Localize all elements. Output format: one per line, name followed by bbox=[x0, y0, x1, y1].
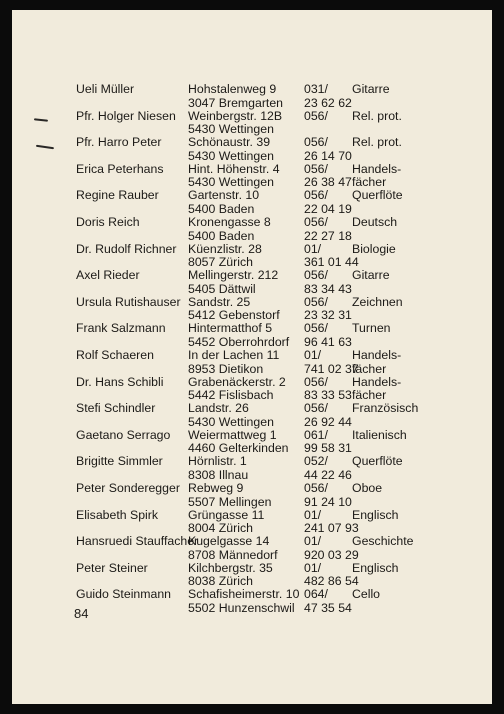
entry-phone-area: 031/ bbox=[304, 82, 328, 96]
entry-street: Hint. Höhenstr. 4 bbox=[188, 161, 280, 176]
entry-name: Frank Salzmann bbox=[76, 321, 166, 336]
entry-city: 5400 Baden bbox=[188, 201, 255, 216]
entry-name: Guido Steinmann bbox=[76, 587, 172, 602]
entry-phone-number: 741 02 37 bbox=[304, 361, 359, 376]
entry-phone-number: 99 58 31 bbox=[304, 441, 352, 456]
entry-phone-number: 26 14 70 bbox=[304, 148, 352, 163]
entry-city: 3047 Bremgarten bbox=[188, 95, 284, 110]
entry-subject: Gitarre bbox=[352, 268, 390, 283]
entry-phone-area: 061/ bbox=[304, 427, 328, 442]
entry-phone-number: 26 92 44 bbox=[304, 414, 352, 429]
entry-city: 5430 Wettingen bbox=[188, 414, 274, 429]
entry-street: Sandstr. 25 bbox=[188, 294, 251, 309]
page-number: 84 bbox=[74, 606, 89, 621]
entry-phone-area: 01/ bbox=[304, 534, 322, 549]
entry-phone-area: 01/ bbox=[304, 348, 322, 362]
entry-street: Landstr. 26 bbox=[188, 401, 249, 416]
entry-phone-area: 01/ bbox=[304, 241, 322, 256]
entry-phone-area: 056/ bbox=[304, 481, 328, 495]
entry-phone-area: 056/ bbox=[304, 294, 328, 309]
entry-phone-number: 920 03 29 bbox=[304, 547, 359, 562]
entry-city: 8953 Dietikon bbox=[188, 361, 264, 376]
entry-street: Kronengasse 8 bbox=[188, 215, 271, 229]
entry-city: 5507 Mellingen bbox=[188, 494, 272, 509]
entry-phone-number: 47 35 54 bbox=[304, 600, 352, 615]
entry-name: Ursula Rutishauser bbox=[76, 294, 181, 309]
entry-subject: Biologie bbox=[352, 241, 396, 256]
entry-city: 8708 Männedorf bbox=[188, 547, 278, 562]
entry-phone-area: 052/ bbox=[304, 454, 328, 469]
entry-phone-number: 482 86 54 bbox=[304, 574, 359, 589]
entry-city: 5442 Fislisbach bbox=[188, 388, 274, 403]
entry-street: Rebweg 9 bbox=[188, 481, 244, 495]
entry-city: 4460 Gelterkinden bbox=[188, 441, 289, 456]
entry-phone-area: 056/ bbox=[304, 321, 328, 336]
entry-street: Grabenäckerstr. 2 bbox=[188, 374, 286, 389]
entry-phone-area: 056/ bbox=[304, 135, 328, 150]
entry-city: 8004 Zürich bbox=[188, 521, 253, 536]
entry-street: Grüngasse 11 bbox=[188, 507, 265, 522]
entry-city: 8057 Zürich bbox=[188, 255, 253, 270]
entry-street: Schönaustr. 39 bbox=[188, 135, 271, 150]
entry-phone-number: 26 38 47 bbox=[304, 175, 352, 190]
entry-name: Dr. Rudolf Richner bbox=[76, 241, 177, 256]
entry-name: Pfr. Harro Peter bbox=[76, 135, 162, 150]
entry-name: Regine Rauber bbox=[76, 188, 159, 203]
entry-subject: Deutsch bbox=[352, 215, 398, 229]
entry-phone-area: 056/ bbox=[304, 374, 328, 389]
entry-subject: Geschichte bbox=[352, 534, 414, 549]
entry-phone-number: 22 27 18 bbox=[304, 228, 352, 243]
entry-subject: Handels- bbox=[352, 348, 402, 362]
entry-city: 5430 Wettingen bbox=[188, 175, 274, 190]
entry-phone-number: 361 01 44 bbox=[304, 255, 359, 270]
entry-phone-area: 064/ bbox=[304, 587, 328, 602]
entry-subject: Zeichnen bbox=[352, 294, 403, 309]
entry-subject: Handels- bbox=[352, 374, 402, 389]
entry-city: 5400 Baden bbox=[188, 228, 255, 243]
entry-subject: Französisch bbox=[352, 401, 419, 416]
entry-street: Weiermattweg 1 bbox=[188, 427, 277, 442]
entry-phone-area: 056/ bbox=[304, 108, 328, 123]
entry-name: Doris Reich bbox=[76, 215, 140, 229]
entry-name: Gaetano Serrago bbox=[76, 427, 171, 442]
entry-phone-area: 056/ bbox=[304, 188, 328, 203]
entry-subject: Handels- bbox=[352, 161, 402, 176]
entry-subject: Querflöte bbox=[352, 188, 403, 203]
entry-city: 5452 Oberrohrdorf bbox=[188, 334, 290, 349]
entry-street: In der Lachen 11 bbox=[188, 348, 280, 362]
entry-phone-area: 056/ bbox=[304, 161, 328, 176]
entry-city: 5430 Wettingen bbox=[188, 122, 274, 137]
entry-city: 5430 Wettingen bbox=[188, 148, 274, 163]
entry-phone-number: 83 33 53 bbox=[304, 388, 352, 403]
entry-subject: Englisch bbox=[352, 507, 399, 522]
directory-page bbox=[12, 10, 492, 704]
entry-street: Weinbergstr. 12B bbox=[188, 108, 283, 123]
entry-name: Hansruedi Stauffacher bbox=[76, 534, 199, 549]
entry-name: Stefi Schindler bbox=[76, 401, 156, 416]
entry-city: 5412 Gebenstorf bbox=[188, 308, 280, 323]
entry-street: Schafisheimerstr. 10 bbox=[188, 587, 300, 602]
entry-city: 8038 Zürich bbox=[188, 574, 253, 589]
entry-name: Peter Sonderegger bbox=[76, 481, 180, 495]
entry-street: Gartenstr. 10 bbox=[188, 188, 260, 203]
entry-name: Ueli Müller bbox=[76, 82, 135, 96]
entry-street: Kugelgasse 14 bbox=[188, 534, 270, 549]
entry-subject: Gitarre bbox=[352, 82, 390, 96]
entry-phone-area: 056/ bbox=[304, 401, 328, 416]
entry-phone-number: 23 32 31 bbox=[304, 308, 352, 323]
entry-street: Kilchbergstr. 35 bbox=[188, 560, 273, 575]
entry-name: Axel Rieder bbox=[76, 268, 140, 283]
entry-subject: Querflöte bbox=[352, 454, 403, 469]
entry-phone-number: 83 34 43 bbox=[304, 281, 352, 296]
entry-phone-area: 056/ bbox=[304, 268, 328, 283]
entry-subject-continued: fächer bbox=[352, 175, 387, 190]
entry-street: Mellingerstr. 212 bbox=[188, 268, 279, 283]
entry-subject: Italienisch bbox=[352, 427, 407, 442]
entry-name: Dr. Hans Schibli bbox=[76, 374, 164, 389]
entry-subject-continued: fächer bbox=[352, 361, 387, 376]
entry-street: Hörnlistr. 1 bbox=[188, 454, 247, 469]
entry-phone-number: 23 62 62 bbox=[304, 95, 352, 110]
entry-name: Elisabeth Spirk bbox=[76, 507, 159, 522]
entry-phone-number: 96 41 63 bbox=[304, 334, 352, 349]
entry-subject: Turnen bbox=[352, 321, 391, 336]
entry-name: Erica Peterhans bbox=[76, 161, 164, 176]
entry-street: Hintermatthof 5 bbox=[188, 321, 273, 336]
entry-phone-number: 241 07 93 bbox=[304, 521, 359, 536]
entry-name: Rolf Schaeren bbox=[76, 348, 154, 362]
entry-city: 5502 Hunzenschwil bbox=[188, 600, 295, 615]
entry-phone-number: 91 24 10 bbox=[304, 494, 352, 509]
entry-street: Küenzlistr. 28 bbox=[188, 241, 262, 256]
entry-subject: Rel. prot. bbox=[352, 108, 402, 123]
entry-phone-area: 056/ bbox=[304, 215, 328, 229]
entry-phone-number: 22 04 19 bbox=[304, 201, 352, 216]
entry-name: Peter Steiner bbox=[76, 560, 148, 575]
entry-subject: Englisch bbox=[352, 560, 399, 575]
entry-name: Pfr. Holger Niesen bbox=[76, 108, 176, 123]
entry-city: 5405 Dättwil bbox=[188, 281, 256, 296]
entry-subject-continued: fächer bbox=[352, 388, 387, 403]
entry-name: Brigitte Simmler bbox=[76, 454, 163, 469]
entry-street: Hohstalenweg 9 bbox=[188, 82, 277, 96]
entry-subject: Rel. prot. bbox=[352, 135, 402, 150]
entry-subject: Oboe bbox=[352, 481, 383, 495]
entry-phone-area: 01/ bbox=[304, 507, 322, 522]
entry-phone-area: 01/ bbox=[304, 560, 322, 575]
entry-phone-number: 44 22 46 bbox=[304, 467, 352, 482]
entry-subject: Cello bbox=[352, 587, 381, 602]
entry-city: 8308 Illnau bbox=[188, 467, 249, 482]
